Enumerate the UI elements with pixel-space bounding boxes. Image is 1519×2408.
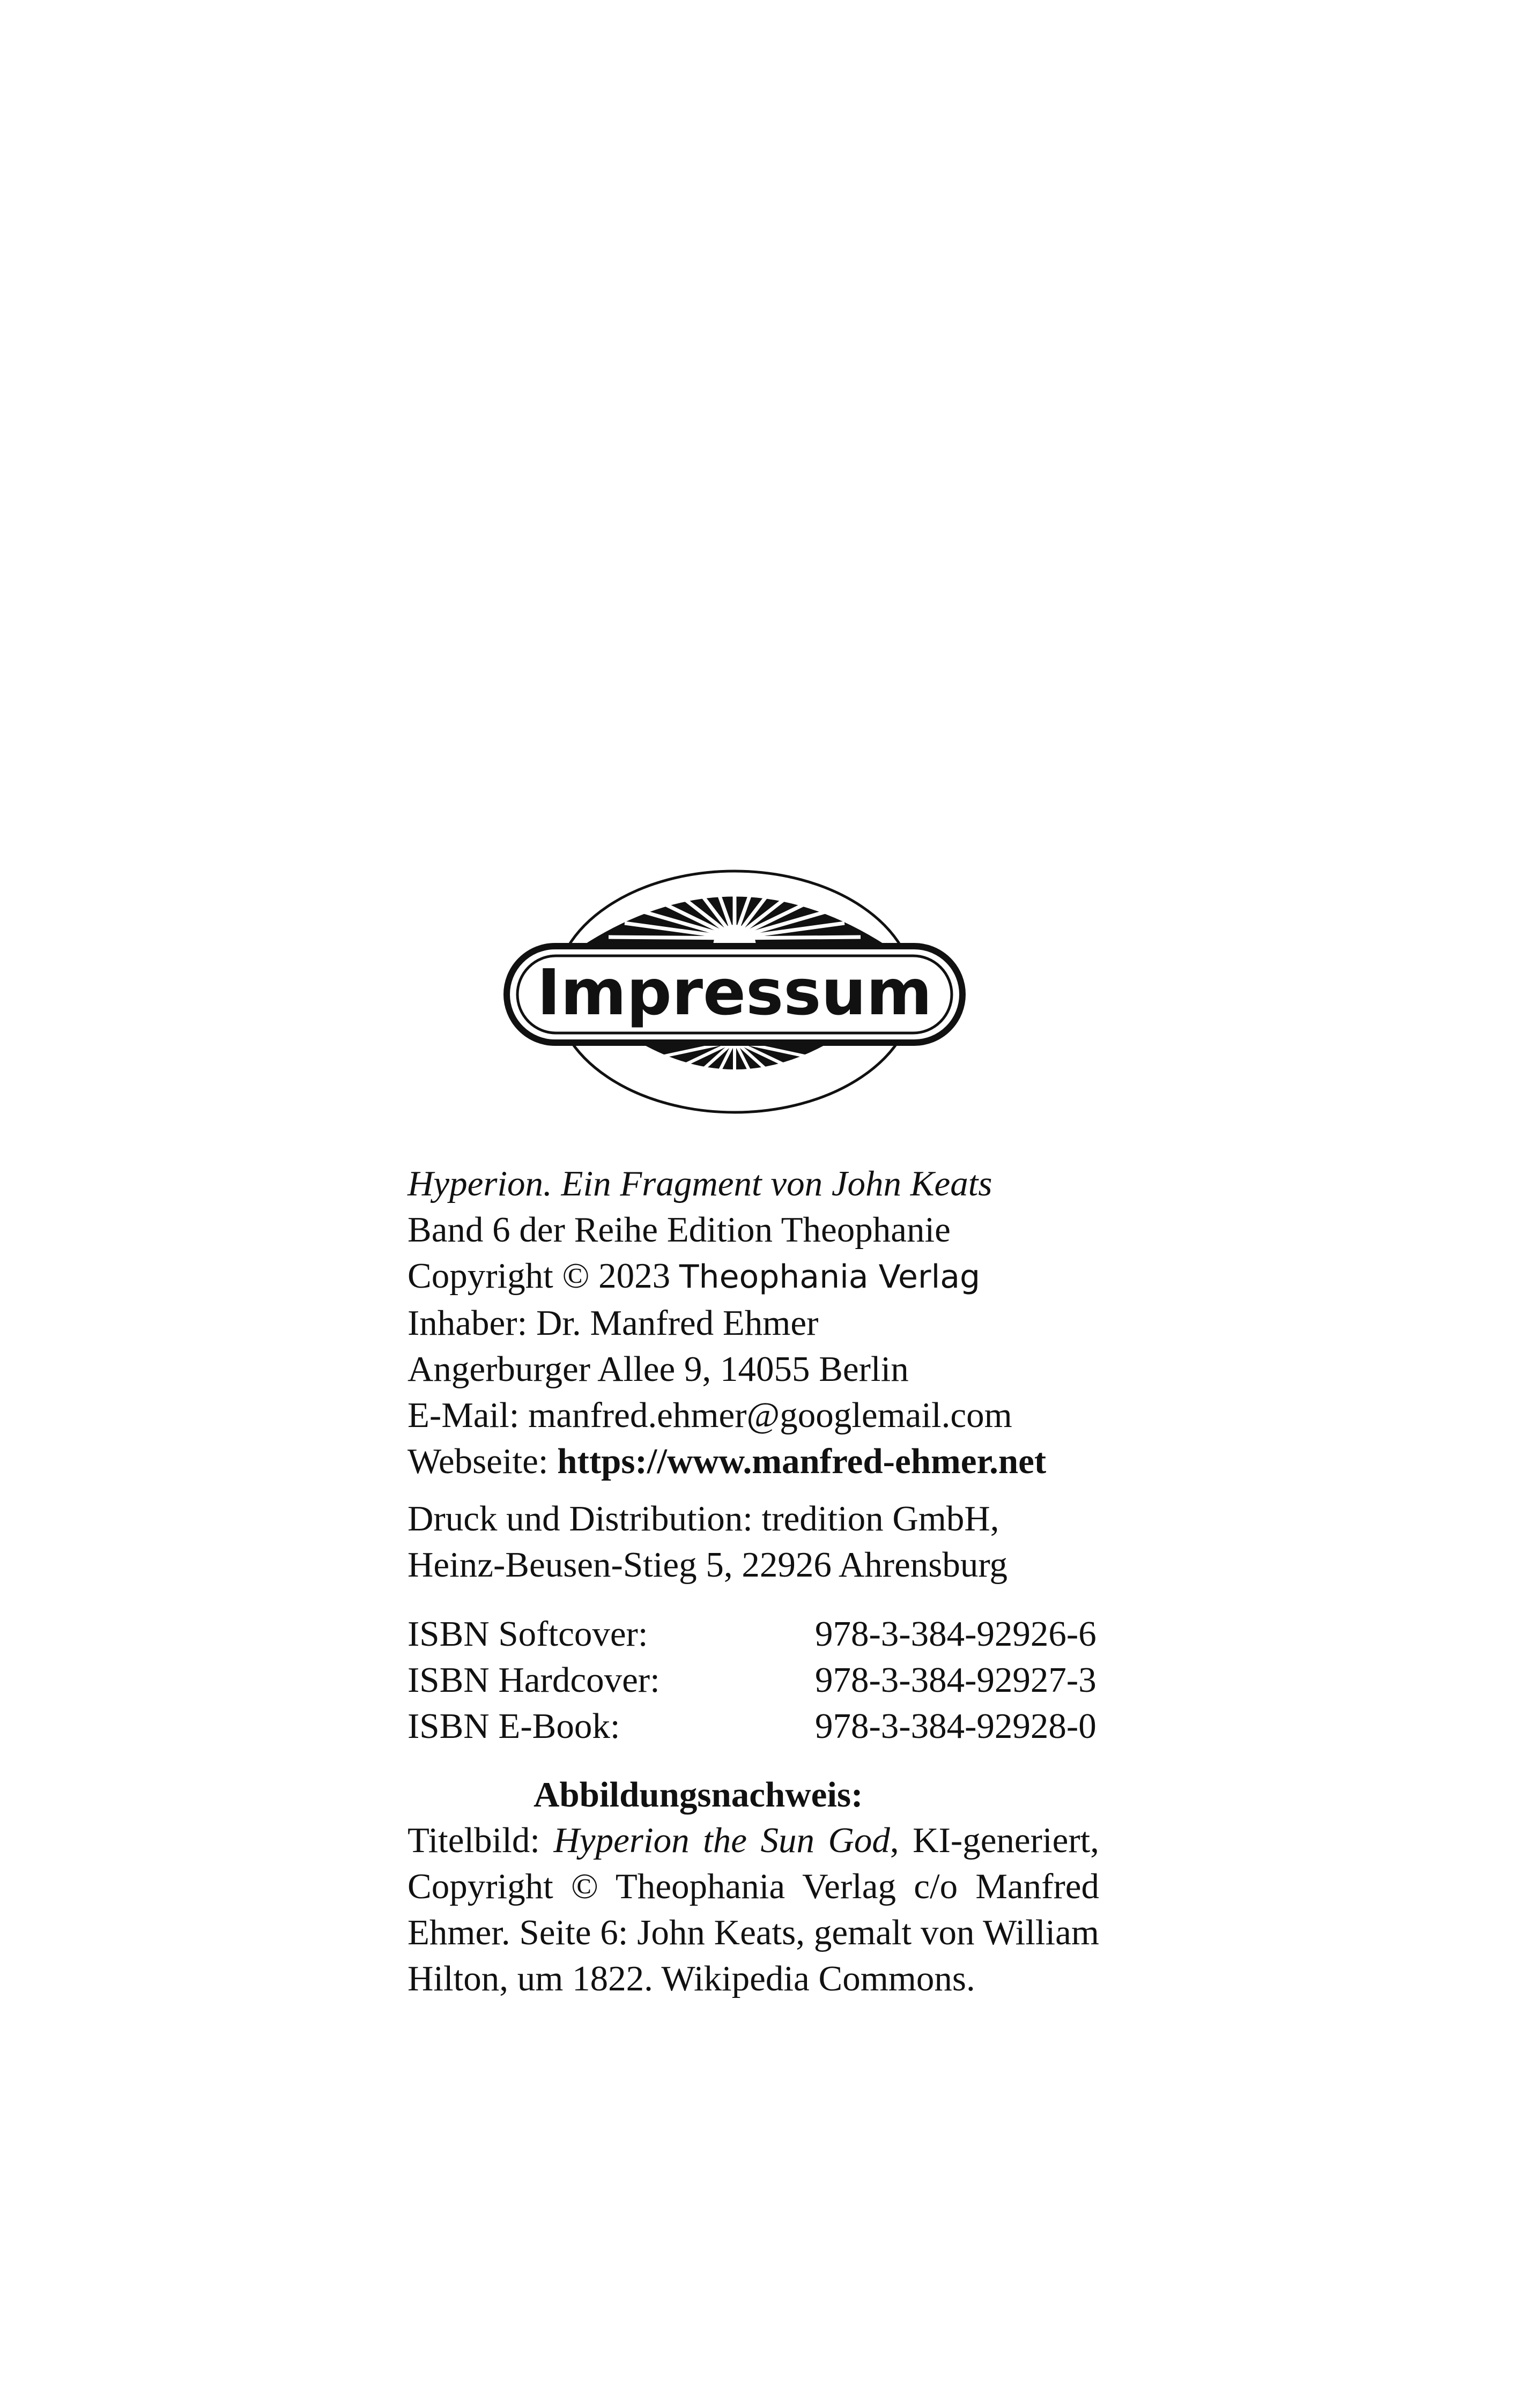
credits-heading: Abbildungsnachweis:: [533, 1775, 863, 1815]
website-line: [407, 1438, 1099, 1484]
email-line: E-Mail: manfred.ehmer@googlemail.com: [407, 1395, 1012, 1435]
isbn-row-ebook: [407, 1703, 1099, 1749]
imprint-block: [407, 1161, 1099, 1484]
printing-block: [407, 1496, 1099, 1588]
isbn-row-softcover: [407, 1611, 1099, 1657]
isbn-table: [407, 1611, 1099, 1749]
cover-title: Hyperion the Sun God: [553, 1820, 890, 1860]
credits-rest: , KI-generiert, Copyright © Theophania Verlag c/o Manfred Ehmer. Seite 6: John Keats, gemalt von William Hilton, um 1822. Wikipedia Commons.: [407, 1820, 1100, 1998]
isbn-row-hardcover: [407, 1657, 1099, 1703]
address-line: Angerburger Allee 9, 14055 Berlin: [407, 1349, 909, 1389]
website-link[interactable]: https://www.manfred-ehmer.net: [557, 1441, 1047, 1481]
impressum-logo: [501, 868, 968, 1115]
printing-line-1: Druck und Distribution: tredition GmbH,: [407, 1499, 999, 1539]
series-line: Band 6 der Reihe Edition Theophanie: [407, 1210, 951, 1250]
credits-prefix: Titelbild:: [407, 1820, 554, 1860]
printing-line-2: Heinz-Beusen-Stieg 5, 22926 Ahrensburg: [407, 1545, 1007, 1585]
publisher-name: Theophania Verlag: [679, 1258, 981, 1296]
isbn-label: ISBN E-Book:: [407, 1706, 620, 1746]
isbn-value: 978-3-384-92926-6: [815, 1614, 1096, 1654]
logo-text: Impressum: [537, 955, 932, 1029]
book-title: Hyperion. Ein Fragment von John Keats: [407, 1164, 992, 1203]
isbn-label: ISBN Softcover:: [407, 1614, 648, 1654]
copyright-prefix: Copyright © 2023: [407, 1256, 679, 1296]
isbn-value: 978-3-384-92927-3: [815, 1660, 1096, 1700]
website-label: Webseite:: [407, 1441, 558, 1481]
owner-line: Inhaber: Dr. Manfred Ehmer: [407, 1303, 819, 1343]
isbn-value: 978-3-384-92928-0: [815, 1706, 1096, 1746]
isbn-label: ISBN Hardcover:: [407, 1660, 660, 1700]
copyright-line: [407, 1253, 1099, 1300]
credits-text: [407, 1817, 1099, 2002]
